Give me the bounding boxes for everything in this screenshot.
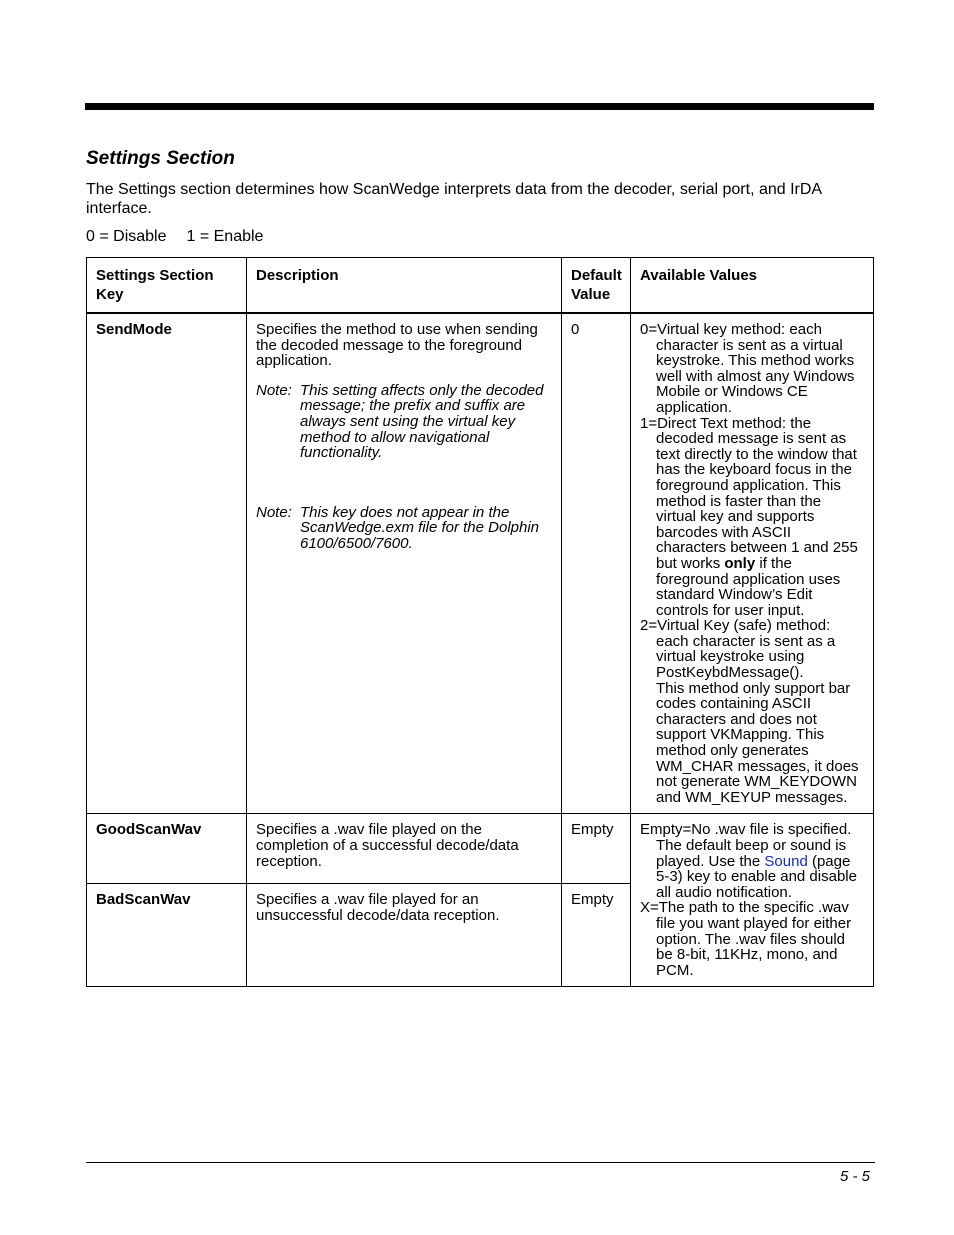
header-description: Description — [247, 258, 562, 313]
table-header-row — [87, 258, 874, 313]
header-default: Default Value — [562, 258, 631, 313]
legend-disable: 0 = Disable — [86, 228, 167, 245]
default-sendmode: 0 — [562, 314, 631, 814]
section-title: Settings Section — [86, 148, 235, 169]
value-virtual-key-safe: 2=Virtual Key (safe) method: each character is sent as a virtual keystroke using PostKeybdMessage(). — [640, 617, 836, 682]
value-virtual-key: 0=Virtual key method: each character is sent as a virtual keystroke. This method works well with almost any Windows Mobile or Windows CE application. — [640, 321, 855, 416]
values-sendmode — [631, 314, 874, 814]
description-sendmode-text: Specifies the method to use when sending the decoded message to the foreground application. — [256, 321, 538, 370]
values-wav — [631, 814, 874, 987]
key-badscanwav: BadScanWav — [87, 884, 247, 987]
value-empty: Empty=No .wav file is specified. The default beep or sound is played. Use the Sound (page 5-3) key to enable and disable all audio notification. — [640, 821, 857, 901]
description-goodscanwav: Specifies a .wav file played on the completion of a successful decode/data reception. — [247, 814, 562, 884]
note-decoded-message: Note: This setting affects only the decoded message; the prefix and suffix are always sent using the virtual key method to allow navigational functionality. — [256, 381, 544, 462]
settings-table — [86, 257, 874, 987]
top-rule — [85, 103, 874, 110]
legend-enable: 1 = Enable — [186, 228, 264, 245]
header-key: Settings Section Key — [87, 258, 247, 313]
value-path: X=The path to the specific .wav file you want played for either option. The .wav files should be 8-bit, 11KHz, mono, and PCM. — [640, 899, 852, 979]
value-direct-text: 1=Direct Text method: the decoded message is sent as text directly to the window that has the keyboard focus in the foreground application. This method is faster than the virtual key and supports barcodes with ASCII characters between 1 and 255 but works only if the foreground application uses standard Window’s Edit controls for user input. — [640, 414, 858, 619]
table-row-sendmode — [87, 314, 874, 814]
value-virtual-key-safe-detail: This method only support bar codes containing ASCII characters and does not support VKMapping. This method only generates WM_CHAR messages, it does not generate WM_KEYDOWN and WM_KEYUP messages. — [656, 679, 859, 806]
note-exm-file: Note: This key does not appear in the ScanWedge.exm file for the Dolphin 6100/6500/7600. — [256, 503, 540, 552]
intro-paragraph: The Settings section determines how ScanWedge interprets data from the decoder, serial port, and IrDA interface. — [86, 181, 822, 217]
description-badscanwav: Specifies a .wav file played for an unsuccessful decode/data reception. — [247, 884, 562, 987]
page-number: 5 - 5 — [839, 1168, 870, 1185]
table-row-goodscanwav — [87, 814, 874, 884]
description-sendmode — [247, 314, 562, 814]
value-legend — [86, 227, 263, 246]
key-goodscanwav: GoodScanWav — [87, 814, 247, 884]
key-sendmode: SendMode — [87, 314, 247, 814]
header-values: Available Values — [631, 258, 874, 313]
default-badscanwav: Empty — [562, 884, 631, 987]
sound-link[interactable]: Sound — [764, 852, 808, 870]
default-goodscanwav: Empty — [562, 814, 631, 884]
bottom-rule — [86, 1162, 875, 1163]
